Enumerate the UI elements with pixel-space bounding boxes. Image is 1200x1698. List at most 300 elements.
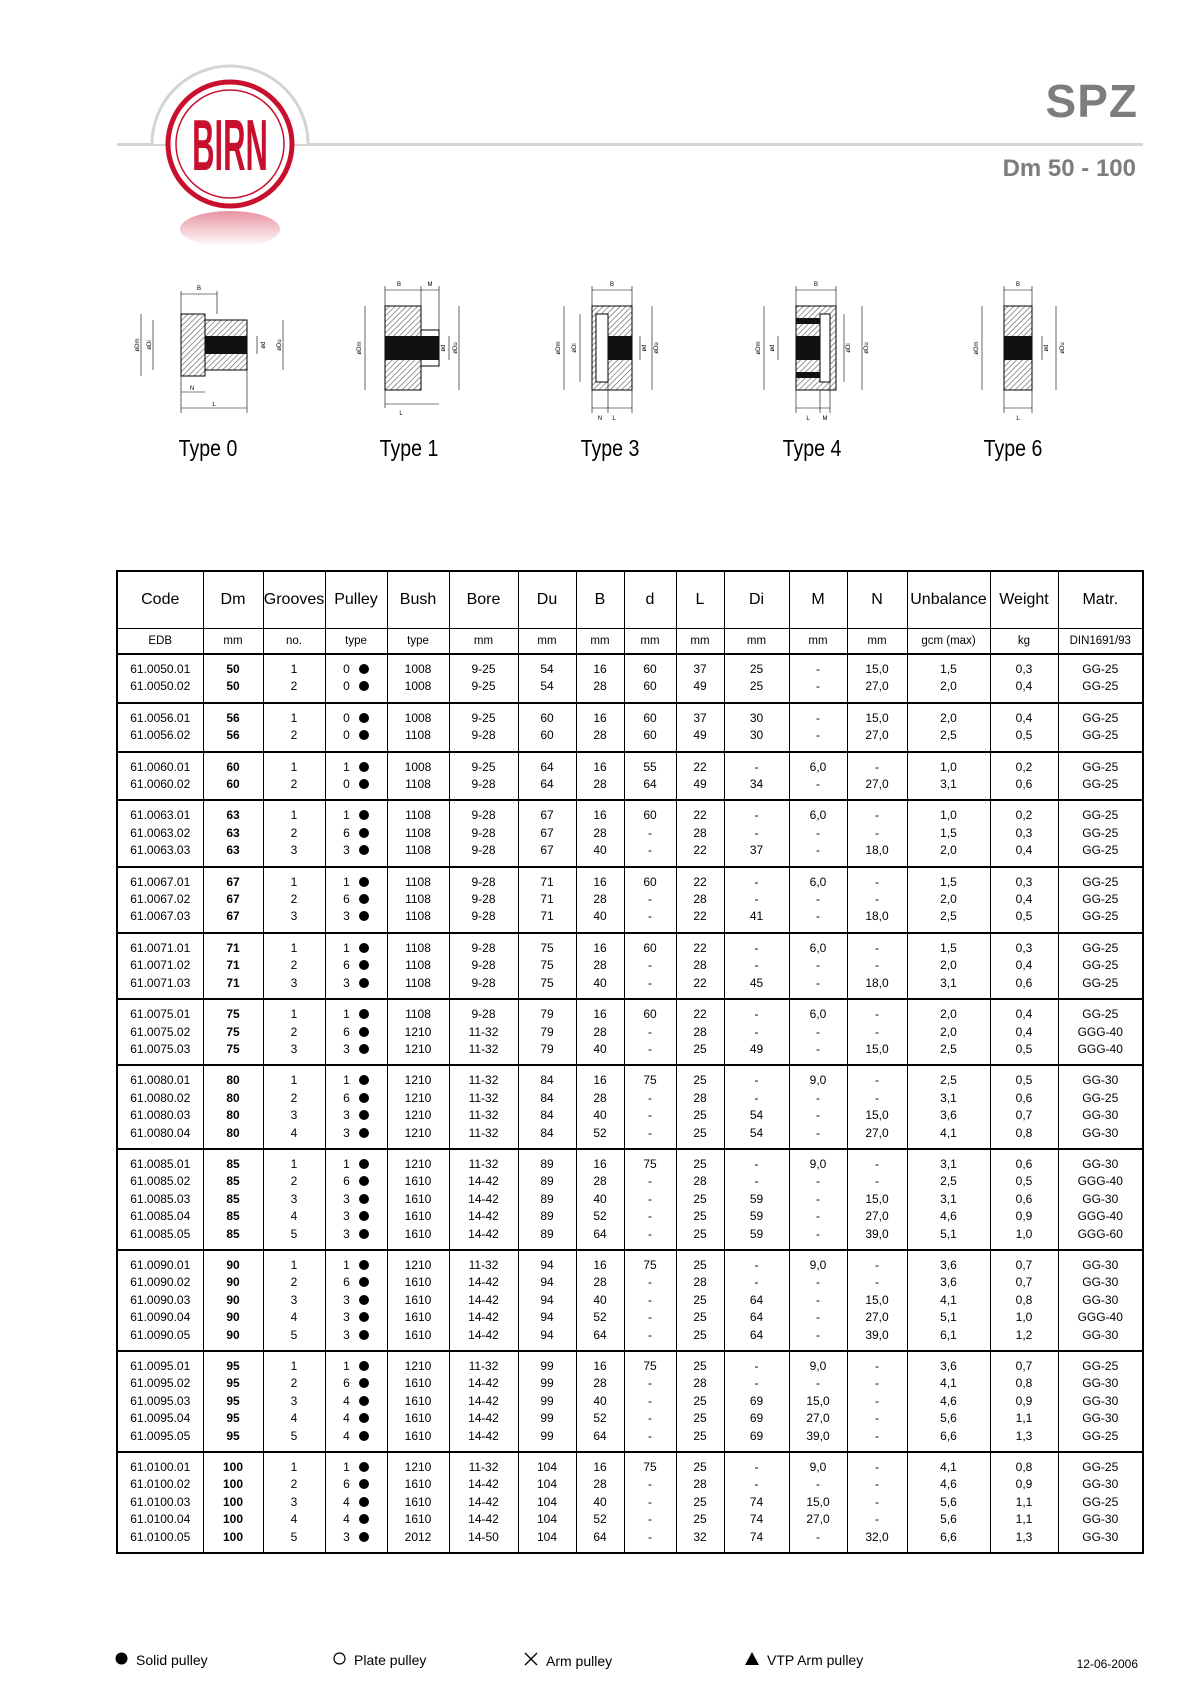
table-cell: 37 (676, 703, 724, 727)
table-cell: 64 (576, 1428, 624, 1452)
table-cell: 1008 (387, 703, 449, 727)
table-cell: 60 (518, 727, 576, 751)
table-cell: GG-30 (1058, 1191, 1143, 1208)
table-cell: - (789, 908, 847, 932)
table-cell: 14-42 (449, 1327, 518, 1351)
table-cell: 64 (576, 1226, 624, 1250)
table-cell: - (624, 1041, 676, 1065)
solid-dot-icon (359, 911, 369, 921)
table-cell: 60 (624, 727, 676, 751)
table-cell: 27,0 (847, 678, 907, 702)
table-cell: 3 (263, 1292, 325, 1309)
dim-b: B (1015, 282, 1021, 288)
table-cell: 2,0 (907, 999, 990, 1023)
table-cell: 61.0060.01 (117, 752, 203, 776)
table-cell: 6,1 (907, 1327, 990, 1351)
table-cell: - (789, 957, 847, 974)
table-cell: 28 (576, 1476, 624, 1493)
table-cell: 1,3 (990, 1529, 1058, 1553)
dim-du: øDu (453, 342, 459, 354)
solid-dot-icon (359, 1229, 369, 1239)
pulley-spec-table (116, 570, 1144, 1554)
dim-b: B (196, 286, 202, 292)
dim-d: ød (770, 344, 776, 352)
table-cell: 40 (576, 1494, 624, 1511)
table-cell: 104 (518, 1529, 576, 1553)
table-cell: - (847, 1428, 907, 1452)
dim-d: ød (261, 341, 267, 349)
table-cell: 28 (676, 891, 724, 908)
table-cell: 104 (518, 1511, 576, 1528)
table-cell: 1108 (387, 842, 449, 866)
unit-header: no. (263, 629, 325, 655)
table-cell: 16 (576, 1149, 624, 1173)
dm-group (117, 1065, 1143, 1149)
table-cell: 9-28 (449, 933, 518, 957)
table-cell: 55 (624, 752, 676, 776)
table-cell: 75 (518, 933, 576, 957)
table-cell: - (624, 1125, 676, 1149)
table-cell: 61.0080.01 (117, 1065, 203, 1089)
pulley-type-cell (325, 1274, 387, 1291)
pulley-type-value: 3 (343, 1327, 350, 1342)
table-cell: - (789, 825, 847, 842)
table-cell: - (789, 1208, 847, 1225)
table-cell: 69 (724, 1410, 789, 1427)
table-cell: 25 (676, 1393, 724, 1410)
table-cell: 89 (518, 1226, 576, 1250)
table-cell: GGG-40 (1058, 1024, 1143, 1041)
table-cell: 1210 (387, 1452, 449, 1476)
table-cell: GG-30 (1058, 1327, 1143, 1351)
table-cell: GG-30 (1058, 1250, 1143, 1274)
table-cell: 0,8 (990, 1125, 1058, 1149)
triangle-icon (745, 1652, 759, 1668)
table-cell: 60 (203, 752, 263, 776)
table-cell: 0,5 (990, 1065, 1058, 1089)
solid-dot-icon (359, 1260, 369, 1270)
legend-plate-label: Plate pulley (354, 1652, 427, 1668)
table-cell: 15,0 (847, 1191, 907, 1208)
table-cell: 61.0090.05 (117, 1327, 203, 1351)
table-cell: 0,8 (990, 1292, 1058, 1309)
table-cell: 71 (518, 891, 576, 908)
table-cell: - (847, 1476, 907, 1493)
pulley-type-value: 4 (343, 1393, 350, 1408)
table-cell: - (847, 1090, 907, 1107)
solid-dot-icon (359, 1497, 369, 1507)
table-cell: 94 (518, 1250, 576, 1274)
table-cell: 27,0 (847, 1125, 907, 1149)
table-cell: 1,1 (990, 1410, 1058, 1427)
table-cell: - (847, 999, 907, 1023)
table-cell: - (789, 1292, 847, 1309)
table-cell: 54 (724, 1125, 789, 1149)
solid-dot-icon (359, 1295, 369, 1305)
pulley-type-cell (325, 1511, 387, 1528)
table-cell: 5,6 (907, 1410, 990, 1427)
table-cell: - (789, 1024, 847, 1041)
pulley-type-value: 4 (343, 1494, 350, 1509)
pulley-type-cell (325, 1226, 387, 1250)
table-row (117, 1125, 1143, 1149)
table-cell: 60 (518, 703, 576, 727)
table-row (117, 1250, 1143, 1274)
table-cell: 11-32 (449, 1090, 518, 1107)
table-cell: 2,0 (907, 703, 990, 727)
table-cell: 6,6 (907, 1529, 990, 1553)
table-cell: 60 (203, 776, 263, 800)
table-cell: 6,0 (789, 999, 847, 1023)
table-cell: 61.0067.03 (117, 908, 203, 932)
table-cell: 28 (676, 957, 724, 974)
table-cell: 14-42 (449, 1494, 518, 1511)
table-cell: 61.0100.04 (117, 1511, 203, 1528)
table-cell: 1 (263, 752, 325, 776)
table-cell: - (847, 752, 907, 776)
header-row (117, 571, 1143, 629)
pulley-type-cell (325, 957, 387, 974)
dm-group (117, 933, 1143, 999)
table-cell: GG-25 (1058, 825, 1143, 842)
table-cell: 16 (576, 933, 624, 957)
table-cell: - (624, 1476, 676, 1493)
solid-dot-icon (359, 713, 369, 723)
table-cell: 0,9 (990, 1208, 1058, 1225)
table-cell: - (789, 975, 847, 999)
dm-group (117, 654, 1143, 703)
table-cell: 1610 (387, 1274, 449, 1291)
table-cell: - (789, 1327, 847, 1351)
table-cell: 1108 (387, 727, 449, 751)
table-cell: 3 (263, 908, 325, 932)
solid-dot-icon (359, 1044, 369, 1054)
dm-group (117, 999, 1143, 1065)
pulley-type-cell (325, 1529, 387, 1553)
table-cell: 11-32 (449, 1065, 518, 1089)
table-cell: 104 (518, 1476, 576, 1493)
table-cell: - (624, 1309, 676, 1326)
table-cell: 3,1 (907, 1149, 990, 1173)
table-cell: - (789, 1090, 847, 1107)
table-cell: 69 (724, 1393, 789, 1410)
table-cell: - (724, 1351, 789, 1375)
table-cell: 14-42 (449, 1511, 518, 1528)
table-cell: 1610 (387, 1173, 449, 1190)
dim-dm: øDm (756, 341, 762, 355)
table-cell: - (624, 1090, 676, 1107)
table-cell: 99 (518, 1351, 576, 1375)
table-cell: 1 (263, 654, 325, 678)
table-cell: 27,0 (847, 727, 907, 751)
table-cell: GG-30 (1058, 1274, 1143, 1291)
table-row (117, 1309, 1143, 1326)
dim-d: ød (642, 344, 648, 352)
type-1-diagram (355, 278, 465, 423)
table-cell: 25 (676, 1125, 724, 1149)
table-cell: GG-25 (1058, 1090, 1143, 1107)
table-cell: 61.0050.02 (117, 678, 203, 702)
table-cell: 61.0063.03 (117, 842, 203, 866)
pulley-type-cell (325, 1250, 387, 1274)
table-cell: 1,1 (990, 1494, 1058, 1511)
table-cell: 63 (203, 825, 263, 842)
table-cell: 64 (518, 752, 576, 776)
table-cell: 0,6 (990, 1090, 1058, 1107)
dm-group (117, 1149, 1143, 1250)
table-cell: - (789, 1375, 847, 1392)
solid-dot-icon (359, 1532, 369, 1542)
table-cell: 2 (263, 825, 325, 842)
pulley-type-value: 3 (343, 1041, 350, 1056)
table-cell: 22 (676, 975, 724, 999)
table-cell: 28 (676, 825, 724, 842)
table-cell: - (624, 1327, 676, 1351)
table-cell: 4,6 (907, 1393, 990, 1410)
table-cell: 1610 (387, 1327, 449, 1351)
table-cell: 1210 (387, 1125, 449, 1149)
table-cell: 3,1 (907, 975, 990, 999)
table-row (117, 1149, 1143, 1173)
table-cell: 61.0095.01 (117, 1351, 203, 1375)
table-cell: - (724, 1250, 789, 1274)
table-cell: 14-42 (449, 1428, 518, 1452)
solid-dot-icon (359, 978, 369, 988)
table-cell: 2 (263, 1375, 325, 1392)
dim-dm: øDm (135, 338, 141, 352)
table-cell: 0,8 (990, 1375, 1058, 1392)
table-cell: 84 (518, 1107, 576, 1124)
column-header: B (576, 571, 624, 629)
table-cell: 0,4 (990, 703, 1058, 727)
table-cell: - (789, 891, 847, 908)
pulley-type-cell (325, 1041, 387, 1065)
pulley-type-value: 1 (343, 1156, 350, 1171)
table-cell: 100 (203, 1476, 263, 1493)
table-cell: - (624, 891, 676, 908)
table-cell: 0,4 (990, 1024, 1058, 1041)
table-cell: 15,0 (847, 654, 907, 678)
table-cell: 61.0090.03 (117, 1292, 203, 1309)
solid-dot-icon (359, 1312, 369, 1322)
solid-dot-icon (359, 1075, 369, 1085)
table-cell: 25 (676, 1494, 724, 1511)
pulley-type-value: 6 (343, 892, 350, 907)
table-cell: 1610 (387, 1410, 449, 1427)
table-cell: GG-25 (1058, 1452, 1143, 1476)
table-row (117, 957, 1143, 974)
table-cell: 61.0100.01 (117, 1452, 203, 1476)
table-cell: - (624, 1428, 676, 1452)
table-cell: 100 (203, 1511, 263, 1528)
table-cell: GG-30 (1058, 1375, 1143, 1392)
table-cell: 2,5 (907, 1065, 990, 1089)
table-cell: 3,6 (907, 1250, 990, 1274)
table-cell: - (789, 776, 847, 800)
pulley-type-cell (325, 1428, 387, 1452)
table-cell: 6,0 (789, 800, 847, 824)
table-cell: GG-25 (1058, 1351, 1143, 1375)
table-cell: 75 (203, 1041, 263, 1065)
table-cell: 41 (724, 908, 789, 932)
table-row (117, 825, 1143, 842)
pulley-type-cell (325, 867, 387, 891)
column-header: Grooves (263, 571, 325, 629)
pulley-type-value: 6 (343, 1477, 350, 1492)
table-cell: 11-32 (449, 1149, 518, 1173)
dm-range: Dm 50 - 100 (1002, 155, 1136, 182)
table-cell: 1610 (387, 1208, 449, 1225)
table-cell: 3 (263, 1041, 325, 1065)
birn-logo (150, 64, 310, 254)
table-cell: 32,0 (847, 1529, 907, 1553)
table-cell: 4,1 (907, 1292, 990, 1309)
table-row (117, 1511, 1143, 1528)
table-cell: 61.0085.05 (117, 1226, 203, 1250)
table-cell: 16 (576, 654, 624, 678)
table-cell: 1,0 (990, 1226, 1058, 1250)
table-cell: 25 (676, 1065, 724, 1089)
table-cell: 85 (203, 1226, 263, 1250)
dm-group (117, 800, 1143, 866)
dim-dm: øDm (974, 341, 980, 355)
column-header: Du (518, 571, 576, 629)
table-cell: 27,0 (847, 776, 907, 800)
dim-m: M (822, 416, 828, 422)
table-cell: 0,3 (990, 933, 1058, 957)
table-cell: 0,6 (990, 975, 1058, 999)
table-cell: 28 (576, 1024, 624, 1041)
pulley-type-cell (325, 654, 387, 678)
table-cell: 1210 (387, 1351, 449, 1375)
table-cell: 4,1 (907, 1452, 990, 1476)
table-cell: 0,9 (990, 1476, 1058, 1493)
pulley-type-cell (325, 975, 387, 999)
table-cell: 61.0067.02 (117, 891, 203, 908)
table-cell: 2,0 (907, 842, 990, 866)
table-cell: 6,0 (789, 867, 847, 891)
pulley-type-cell (325, 933, 387, 957)
pulley-type-value: 1 (343, 759, 350, 774)
dim-dm: øDm (357, 341, 363, 355)
table-cell: 9-28 (449, 727, 518, 751)
table-row (117, 933, 1143, 957)
table-cell: 16 (576, 1351, 624, 1375)
table-cell: 14-42 (449, 1309, 518, 1326)
table-cell: - (847, 1393, 907, 1410)
table-cell: 25 (676, 1511, 724, 1528)
table-cell: - (624, 908, 676, 932)
table-cell: 0,7 (990, 1250, 1058, 1274)
column-header: N (847, 571, 907, 629)
pulley-type-cell (325, 1065, 387, 1089)
table-cell: - (847, 1410, 907, 1427)
legend-vtp-label: VTP Arm pulley (767, 1652, 864, 1668)
table-cell: - (624, 1173, 676, 1190)
table-cell: 40 (576, 1191, 624, 1208)
table-cell: 9,0 (789, 1065, 847, 1089)
table-cell: 1,5 (907, 933, 990, 957)
table-cell: - (724, 867, 789, 891)
table-cell: 3 (263, 1393, 325, 1410)
table-cell: 50 (203, 678, 263, 702)
pulley-type-value: 0 (343, 710, 350, 725)
pulley-type-cell (325, 1107, 387, 1124)
table-cell: - (789, 1226, 847, 1250)
table-cell: 1108 (387, 908, 449, 932)
table-cell: 75 (518, 975, 576, 999)
dim-n: N (597, 416, 603, 422)
unit-header: mm (724, 629, 789, 655)
table-cell: - (624, 1393, 676, 1410)
pulley-type-value: 6 (343, 1376, 350, 1391)
table-cell: GG-30 (1058, 1476, 1143, 1493)
table-cell: GG-30 (1058, 1393, 1143, 1410)
table-cell: 56 (203, 727, 263, 751)
table-cell: 80 (203, 1107, 263, 1124)
table-cell: - (724, 752, 789, 776)
pulley-type-value: 1 (343, 808, 350, 823)
unit-header: kg (990, 629, 1058, 655)
table-cell: GG-25 (1058, 678, 1143, 702)
table-cell: 0,9 (990, 1393, 1058, 1410)
table-cell: 39,0 (847, 1327, 907, 1351)
table-cell: 1610 (387, 1393, 449, 1410)
table-cell: 90 (203, 1327, 263, 1351)
table-cell: 28 (576, 1173, 624, 1190)
table-cell: - (847, 867, 907, 891)
table-cell: 25 (676, 1452, 724, 1476)
table-cell: 94 (518, 1309, 576, 1326)
table-cell: 61.0090.04 (117, 1309, 203, 1326)
table-cell: 63 (203, 800, 263, 824)
dim-l: L (1016, 416, 1020, 422)
table-cell: 90 (203, 1309, 263, 1326)
table-cell: 1,2 (990, 1327, 1058, 1351)
table-cell: 80 (203, 1125, 263, 1149)
table-cell: 89 (518, 1149, 576, 1173)
table-cell: 2 (263, 776, 325, 800)
table-cell: - (847, 825, 907, 842)
table-cell: 63 (203, 842, 263, 866)
dim-du: øDu (277, 339, 283, 351)
table-cell: - (724, 1452, 789, 1476)
table-cell: 16 (576, 999, 624, 1023)
table-row (117, 975, 1143, 999)
table-cell: 1,0 (990, 1309, 1058, 1326)
unit-header: mm (676, 629, 724, 655)
table-cell: 0,7 (990, 1274, 1058, 1291)
column-header: Pulley (325, 571, 387, 629)
solid-dot-icon (359, 1211, 369, 1221)
table-cell: 5,1 (907, 1226, 990, 1250)
table-cell: 75 (203, 999, 263, 1023)
table-cell: 1 (263, 999, 325, 1023)
dim-b: B (609, 282, 615, 288)
table-cell: 11-32 (449, 1452, 518, 1476)
pulley-type-value: 3 (343, 1529, 350, 1544)
table-cell: 4,6 (907, 1208, 990, 1225)
table-cell: 9-28 (449, 908, 518, 932)
table-cell: 99 (518, 1428, 576, 1452)
table-cell: 1108 (387, 867, 449, 891)
table-cell: 5 (263, 1529, 325, 1553)
table-cell: - (624, 1274, 676, 1291)
solid-dot-icon (359, 1361, 369, 1371)
table-cell: GG-30 (1058, 1292, 1143, 1309)
table-row (117, 908, 1143, 932)
table-cell: 1610 (387, 1309, 449, 1326)
